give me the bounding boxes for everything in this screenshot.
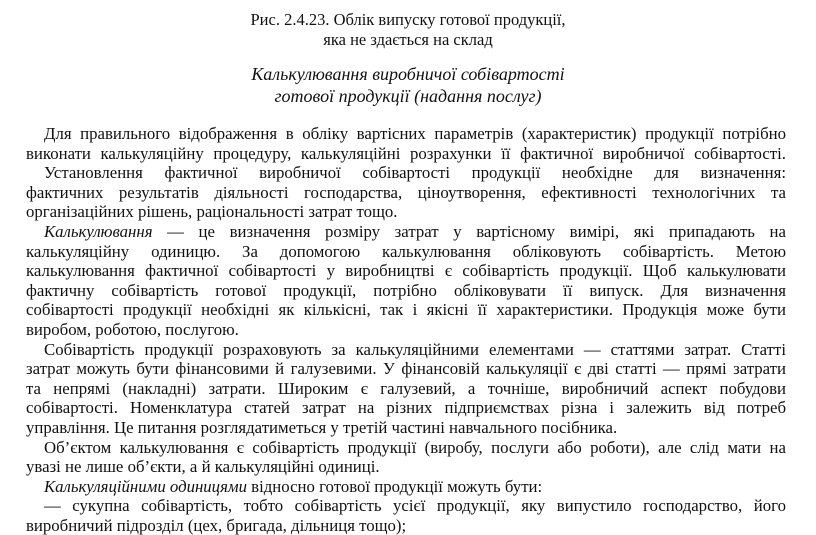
list-item: — сукупна собівартість, тобто собівартість усієї продукції, яку випустило господарство, його bbox=[44, 496, 786, 516]
text-line: та непрямі (накладні) затрати. Широким є галузевий, а точніше, виробничий аспект побудови bbox=[26, 378, 786, 398]
section-title-line-1: Калькулювання виробничої собівартості bbox=[251, 64, 565, 84]
text-line: управління. Це питання розглядатиметься у третій частині навчального посібника. bbox=[26, 417, 618, 437]
figure-caption-line-1: Рис. 2.4.23. Облік випуску готової продукції, bbox=[250, 10, 566, 29]
text-line: калькулювання фактичної собівартості у виробництві є собівартість продукції. Щоб калькулювати bbox=[26, 261, 786, 281]
text-line: організаційних рішень, раціональності затрат тощо. bbox=[26, 202, 398, 222]
text-line: фактичних результатів діяльності господарства, ціноутворення, ефективності технологічних та bbox=[26, 182, 786, 202]
text-line: виробничий підрозділ (цех, бригада, дільниця тощо); bbox=[26, 515, 407, 535]
text-line: Калькуляційними одиницями відносно готової продукції можуть бути: bbox=[44, 476, 543, 496]
text-line: собівартості продукції необхідні як кількісні, так і якісні її характеристики. Продукція може бути bbox=[26, 300, 786, 320]
text-line: затрат можуть бути фінансовими й галузевими. У фінансовій калькуляції є дві статті — прямі затрати bbox=[26, 359, 786, 379]
text-line: Собівартість продукції розраховують за калькуляційними елементами — статтями затрат. Статті bbox=[44, 339, 786, 359]
term-emphasis: Калькуляційними одиницями bbox=[44, 476, 247, 496]
text-line: фактичну собівартість готової продукції, потрібно обліковувати її випуск. Для визначення bbox=[26, 280, 786, 300]
text-line: увазі не лише об’єкти, а й калькуляційні одиниці. bbox=[26, 457, 380, 477]
term-emphasis: Калькулювання bbox=[44, 221, 153, 241]
text-line: Об’єктом калькулювання є собівартість продукції (виробу, послуги або роботи), але слід мати на bbox=[44, 437, 786, 457]
text-line: собівартості. Номенклатура статей затрат на різних підприємствах різна і залежить від потреб bbox=[26, 398, 786, 418]
text-line: Калькулювання — це визначення розміру затрат у вартісному вимірі, які припадають на bbox=[44, 221, 786, 241]
body-text bbox=[26, 124, 786, 535]
text-line: Для правильного відображення в обліку вартісних параметрів (характеристик) продукції потрібно bbox=[44, 124, 786, 143]
text-line: калькуляційну одиницю. За допомогою калькулювання обліковують собівартість. Метою bbox=[26, 241, 786, 261]
text-line: виконати калькуляційну процедуру, калькуляційні розрахунки її фактичної виробничої собівартості. bbox=[26, 143, 786, 163]
section-title-line-2: готової продукції (надання послуг) bbox=[274, 86, 542, 106]
text-line: Установлення фактичної виробничої собівартості продукції необхідне для визначення: bbox=[44, 163, 786, 183]
text-line: виробом, роботою, послугою. bbox=[26, 319, 239, 339]
figure-caption-line-2: яка не здається на склад bbox=[323, 30, 493, 49]
